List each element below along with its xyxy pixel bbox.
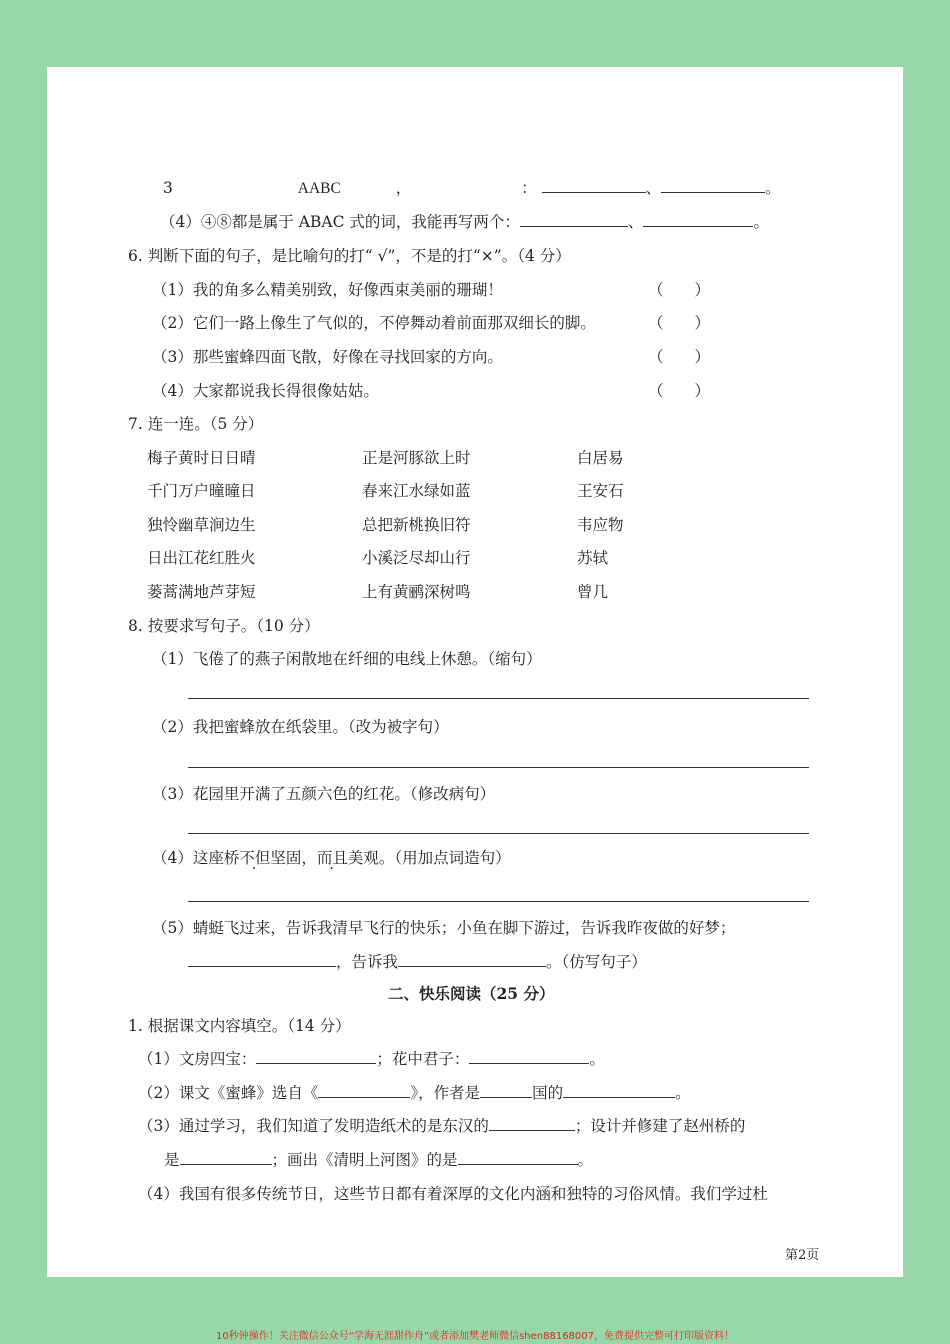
q5-line4 [160,212,769,232]
q8-item-4-dotted-word: 不但 [239,849,271,867]
q5-end: 。 [765,179,781,197]
s2-q1-3-part: 是 [164,1151,180,1169]
q7-col1-item[interactable]: 日出江花红胜火 [147,549,256,567]
q6-item-1: （1）我的角多么精美别致，好像西束美丽的珊瑚！ [152,281,503,299]
s2-q1-item-2 [138,1083,691,1103]
q6-item-3: （3）那些蜜蜂四面飞散，好像在寻找回家的方向。 [152,348,503,366]
q6-answer-box-3[interactable]: （ ） [648,348,711,366]
answer-blank[interactable] [520,212,628,227]
q8-title: 8. 按要求写句子。（10 分） [128,617,320,635]
q8-item-3: （3）花园里开满了五颜六色的红花。（修改病句） [152,785,496,803]
s2-q1-1-part: （1）文房四宝： [138,1050,257,1068]
q8-item-4-part: （4）这座桥 [152,849,240,867]
q8-answer-line-4[interactable] [188,901,809,902]
answer-blank[interactable] [180,1150,272,1165]
answer-blank[interactable] [398,952,546,967]
q6-title: 6. 判断下面的句子，是比喻句的打“ √”，不是的打“×”。（4 分） [128,247,571,265]
q7-col2-item[interactable]: 正是河豚欲上时 [362,449,471,467]
s2-q1-3-part: （3）通过学习，我们知道了发明造纸术的是东汉的 [138,1117,489,1135]
q5-line3-colon: ： [521,179,537,197]
page-number: 第2页 [785,1248,820,1263]
q7-col2-item[interactable]: 春来江水绿如蓝 [362,482,471,500]
answer-blank[interactable] [318,1083,410,1098]
answer-blank[interactable] [542,178,646,193]
q8-item-1: （1）飞倦了的燕子闲散地在纤细的电线上休憩。（缩句） [152,650,542,668]
q5-line4-end: 。 [753,213,769,231]
q8-item-5-end: 。（仿写句子） [546,953,647,971]
s2-q1-1-part: ；花中君子： [376,1050,470,1068]
q8-item-2: （2）我把蜜蜂放在纸袋里。（改为被字句） [152,718,449,736]
q6-item-4: （4）大家都说我长得很像姑姑。 [152,382,379,400]
q8-answer-line-3[interactable] [188,833,809,834]
q7-title: 7. 连一连。（5 分） [128,415,264,433]
s2-q1-item-3-line1 [138,1116,745,1136]
answer-blank[interactable] [458,1150,578,1165]
q7-col3-item[interactable]: 曾几 [577,583,609,601]
q5-line3-comma: ， [395,179,412,197]
q7-col3-item[interactable]: 王安石 [577,482,624,500]
s2-q1-3-part: ；设计并修建了赵州桥的 [574,1117,746,1135]
q8-item-4 [152,848,511,868]
footer-notice: 10秒钟操作！关注微信公众号“学海无涯甜作舟”或者添加樊老师微信shen88168007，免费提供完整可打印版资料！ [215,1331,735,1342]
s2-q1-title: 1. 根据课文内容填空。（14 分） [128,1017,351,1035]
q7-col2-item[interactable]: 总把新桃换旧符 [362,516,471,534]
q7-col1-item[interactable]: 蒌蒿满地芦芽短 [147,583,256,601]
q7-col2-item[interactable]: 上有黄鹂深树鸣 [362,583,471,601]
s2-q1-1-part: 。 [589,1050,605,1068]
q6-item-2: （2）它们一路上像生了气似的，不停舞动着前面那双细长的脚。 [152,314,596,332]
answer-blank[interactable] [563,1083,675,1098]
q5-line4-sep: 、 [627,213,644,231]
s2-q1-3-part: ；画出《清明上河图》的是 [271,1151,458,1169]
s2-q1-2-part: 。 [675,1084,691,1102]
answer-blank[interactable] [188,952,336,967]
q7-col1-item[interactable]: 梅子黄时日日晴 [147,449,256,467]
s2-q1-2-part: 》，作者是 [410,1084,481,1102]
q6-answer-box-1[interactable]: （ ） [648,281,711,299]
q7-col3-item[interactable]: 白居易 [577,449,624,467]
answer-blank[interactable] [469,1049,589,1064]
q7-col3-item[interactable]: 苏轼 [577,549,609,567]
q7-col1-item[interactable]: 独怜幽草涧边生 [147,516,256,534]
q5-line4-text: （4）④⑧都是属于 ABAC 式的词，我能再写两个： [160,213,520,231]
q7-col3-item[interactable]: 韦应物 [577,516,624,534]
q8-item-4-part: 美观。（用加点词造句） [347,849,511,867]
section-2-title: 二、快乐阅读（25 分） [388,984,555,1003]
s2-q1-2-part: 国的 [532,1084,564,1102]
q8-item-4-dotted-word: 而且 [316,849,348,867]
q7-col2-item[interactable]: 小溪泛尽却山行 [362,549,471,567]
q7-col1-item[interactable]: 千门万户曈曈日 [147,482,256,500]
q5-sep: 、 [645,179,662,197]
q8-item-4-part: 坚固， [270,849,317,867]
q8-answer-line-2[interactable] [188,767,809,768]
s2-q1-item-1 [138,1049,605,1069]
q6-answer-box-4[interactable]: （ ） [648,382,711,400]
answer-blank[interactable] [661,178,765,193]
q8-answer-line-1[interactable] [188,698,809,699]
answer-blank[interactable] [489,1116,575,1131]
q8-item-5-mid: ，告诉我 [336,953,399,971]
answer-blank[interactable] [480,1083,532,1098]
s2-q1-item-4: （4）我国有很多传统节日，这些节日都有着深厚的文化内涵和独特的习俗风情。我们学过杜 [138,1185,768,1203]
s2-q1-2-part: （2）课文《蜜蜂》选自《 [138,1084,319,1102]
q8-item-5-line1: （5）蜻蜓飞过来，告诉我清早飞行的快乐；小鱼在脚下游过，告诉我昨夜做的好梦； [152,919,736,937]
s2-q1-3-part: 。 [577,1151,594,1169]
answer-blank[interactable] [256,1049,376,1064]
q6-answer-box-2[interactable]: （ ） [648,314,711,332]
q5-line3-abbc: AABC [297,180,341,197]
s2-q1-item-3-line2 [164,1150,593,1170]
q5-line3 [163,178,781,199]
q8-item-5-line2 [188,952,647,972]
answer-blank[interactable] [643,212,753,227]
q5-line3-num: 3 [163,179,173,197]
